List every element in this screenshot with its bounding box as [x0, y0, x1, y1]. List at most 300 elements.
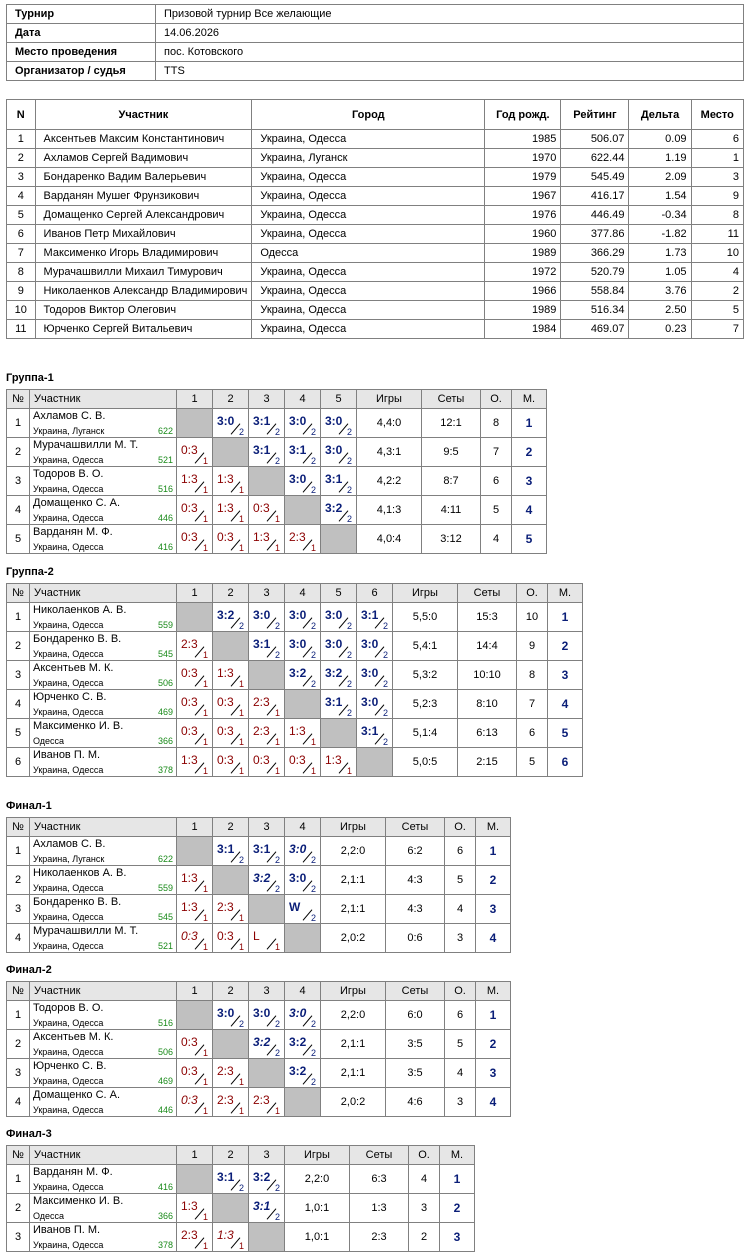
sets-cell: 3:5 [386, 1030, 445, 1059]
player-cell-wrap [30, 409, 176, 437]
col-points: О. [517, 584, 548, 603]
participant-cell: 1960 [485, 225, 561, 244]
place-value: 4 [489, 931, 497, 945]
match-cell [213, 719, 249, 748]
group-title: Финал-3 [6, 1128, 52, 1140]
games-cell: 1,0:1 [285, 1223, 350, 1252]
points-cell: 7 [481, 438, 512, 467]
player-cell-wrap [30, 632, 176, 660]
match-cell [177, 866, 213, 895]
col-points: О. [409, 1146, 440, 1165]
participant-cell: Украина, Одесса [252, 282, 485, 301]
participant-cell: -1.82 [629, 225, 691, 244]
participant-cell: 4 [7, 187, 36, 206]
player-cell [30, 438, 177, 467]
player-city: Украина, Одесса [33, 1047, 104, 1057]
participant-cell: Украина, Одесса [252, 263, 485, 282]
match-cell [213, 1165, 249, 1194]
group-header-row [7, 584, 583, 603]
match-score [285, 661, 319, 689]
player-cell-wrap [30, 1088, 176, 1116]
match-points: 1 [202, 1048, 208, 1058]
match-score [213, 690, 247, 718]
match-result: 0:3 [181, 1035, 198, 1049]
match-points: 1 [310, 543, 316, 553]
participants-col-header: Дельта [629, 100, 691, 130]
match-points: 1 [202, 942, 208, 952]
col-name: Участник [30, 584, 177, 603]
participant-cell: 11 [7, 320, 36, 339]
player-cell-wrap [30, 719, 176, 747]
player-city: Украина, Одесса [33, 455, 104, 465]
self-cell [249, 1223, 285, 1252]
participant-cell: 545.49 [561, 168, 629, 187]
match-points: 2 [346, 679, 352, 689]
participant-cell: 1.05 [629, 263, 691, 282]
match-points: 1 [310, 737, 316, 747]
match-cell [249, 1030, 285, 1059]
match-points: 2 [346, 456, 352, 466]
player-cell-wrap [30, 1030, 176, 1058]
match-points: 2 [382, 679, 388, 689]
match-points: 2 [274, 456, 280, 466]
match-cell [177, 1030, 213, 1059]
place-cell [476, 837, 511, 866]
match-score [285, 632, 319, 660]
match-cell [213, 1088, 249, 1117]
match-points: 1 [202, 679, 208, 689]
col-opponent: 3 [249, 1146, 285, 1165]
match-points: 2 [274, 427, 280, 437]
match-result: 0:3 [217, 753, 234, 767]
match-cell [213, 895, 249, 924]
match-result: 3:1 [217, 1170, 235, 1184]
participant-cell: 9 [691, 187, 743, 206]
group-header-row [7, 818, 511, 837]
match-result: 2:3 [217, 900, 234, 914]
participant-cell: Домащенко Сергей Александрович [35, 206, 252, 225]
match-cell [321, 748, 357, 777]
participant-cell: Мурачашвилли Михаил Тимурович [35, 263, 252, 282]
match-points: 2 [274, 621, 280, 631]
match-points: 1 [202, 650, 208, 660]
match-cell [285, 1059, 321, 1088]
player-rating: 469 [157, 1076, 173, 1086]
match-cell [177, 632, 213, 661]
match-score [285, 467, 319, 495]
match-cell [249, 409, 285, 438]
games-cell: 2,2:0 [321, 837, 386, 866]
match-result: 0:3 [253, 501, 270, 515]
player-cell-wrap [30, 438, 176, 466]
row-num: 5 [7, 719, 30, 748]
participant-cell: 377.86 [561, 225, 629, 244]
points-cell: 5 [445, 1030, 476, 1059]
points-cell: 7 [517, 690, 548, 719]
player-cell [30, 1030, 177, 1059]
match-score [249, 496, 283, 524]
group-row [7, 603, 583, 632]
match-cell [177, 690, 213, 719]
self-cell [213, 866, 249, 895]
group-row [7, 1165, 475, 1194]
player-city: Украина, Одесса [33, 883, 104, 893]
match-cell [213, 409, 249, 438]
group-row [7, 1223, 475, 1252]
player-rating: 446 [157, 1105, 173, 1115]
games-cell: 2,0:2 [321, 1088, 386, 1117]
match-cell [285, 1001, 321, 1030]
player-cell-wrap [30, 1165, 176, 1193]
self-cell [213, 1194, 249, 1223]
self-cell [177, 409, 213, 438]
info-row [7, 24, 744, 43]
match-result: 0:3 [181, 501, 198, 515]
games-cell: 2,1:1 [321, 866, 386, 895]
match-cell [177, 719, 213, 748]
match-result: 2:3 [217, 1064, 234, 1078]
place-value: 1 [561, 610, 569, 624]
col-opponent: 2 [213, 982, 249, 1001]
participants-col-header: Год рожд. [485, 100, 561, 130]
participant-cell: 5 [7, 206, 36, 225]
col-name: Участник [30, 818, 177, 837]
group-row [7, 1088, 511, 1117]
match-result: 0:3 [289, 753, 306, 767]
match-result: 3:0 [325, 443, 343, 457]
match-result: 0:3 [181, 443, 198, 457]
col-opponent: 1 [177, 1146, 213, 1165]
place-cell [476, 1059, 511, 1088]
match-result: 0:3 [217, 724, 234, 738]
match-result: 3:0 [217, 1006, 235, 1020]
participant-row [7, 244, 744, 263]
participant-cell: 1.19 [629, 149, 691, 168]
match-score [177, 690, 211, 718]
participant-cell: 1984 [485, 320, 561, 339]
col-opponent: 2 [213, 818, 249, 837]
self-cell [213, 632, 249, 661]
row-num: 5 [7, 525, 30, 554]
match-points: 2 [346, 485, 352, 495]
match-score [213, 603, 247, 631]
col-opponent: 3 [249, 390, 285, 409]
participant-cell: Украина, Луганск [252, 149, 485, 168]
participant-cell: Ахламов Сергей Вадимович [35, 149, 252, 168]
match-result: 3:1 [253, 443, 271, 457]
player-city: Украина, Одесса [33, 941, 104, 951]
participant-cell: 2 [7, 149, 36, 168]
row-num: 3 [7, 1059, 30, 1088]
place-value: 2 [561, 639, 569, 653]
participant-cell: 6 [7, 225, 36, 244]
match-score [213, 1059, 247, 1087]
col-num: № [7, 584, 30, 603]
place-value: 4 [561, 697, 569, 711]
player-cell [30, 1001, 177, 1030]
player-rating: 545 [157, 912, 173, 922]
match-cell [177, 525, 213, 554]
col-games: Игры [357, 390, 422, 409]
participant-cell: 558.84 [561, 282, 629, 301]
participant-row [7, 282, 744, 301]
participant-row [7, 206, 744, 225]
place-value: 4 [489, 1095, 497, 1109]
place-cell [476, 866, 511, 895]
participant-cell: 416.17 [561, 187, 629, 206]
match-result: 2:3 [253, 724, 270, 738]
participant-cell: 1966 [485, 282, 561, 301]
player-rating: 521 [157, 941, 173, 951]
col-opponent: 3 [249, 982, 285, 1001]
match-score [285, 748, 319, 776]
participant-cell: 1985 [485, 130, 561, 149]
match-score [321, 748, 355, 776]
match-cell [321, 438, 357, 467]
sets-cell: 12:1 [422, 409, 481, 438]
group-row [7, 1030, 511, 1059]
match-cell [321, 690, 357, 719]
match-cell [249, 924, 285, 953]
row-num: 1 [7, 837, 30, 866]
match-cell [213, 748, 249, 777]
participant-cell: 1976 [485, 206, 561, 225]
match-points: 2 [238, 1019, 244, 1029]
match-score [249, 719, 283, 747]
match-points: 2 [382, 737, 388, 747]
player-cell [30, 895, 177, 924]
player-city: Украина, Одесса [33, 513, 104, 523]
player-cell-wrap [30, 467, 176, 495]
points-cell: 6 [445, 1001, 476, 1030]
match-points: 1 [238, 708, 244, 718]
match-points: 1 [202, 456, 208, 466]
match-points: 1 [274, 514, 280, 524]
match-score [177, 924, 211, 952]
col-opponent: 4 [285, 818, 321, 837]
match-points: 1 [238, 514, 244, 524]
place-value: 2 [525, 445, 533, 459]
player-city: Украина, Одесса [33, 1105, 104, 1115]
place-value: 5 [525, 532, 533, 546]
match-points: 1 [310, 766, 316, 776]
player-rating: 366 [157, 736, 173, 746]
match-score [213, 1001, 247, 1029]
player-cell-wrap [30, 603, 176, 631]
sets-cell: 1:3 [350, 1194, 409, 1223]
match-score [321, 467, 355, 495]
match-score [177, 1194, 211, 1222]
match-cell [177, 1223, 213, 1252]
match-result: 3:1 [253, 1199, 271, 1213]
self-cell [285, 1088, 321, 1117]
match-result: 0:3 [181, 666, 198, 680]
match-result: 3:1 [253, 842, 271, 856]
match-cell [357, 661, 393, 690]
row-num: 3 [7, 467, 30, 496]
col-place: М. [476, 982, 511, 1001]
match-score [177, 632, 211, 660]
match-points: 1 [238, 737, 244, 747]
match-cell [213, 603, 249, 632]
col-place: М. [476, 818, 511, 837]
group-title: Финал-1 [6, 800, 52, 812]
col-num: № [7, 982, 30, 1001]
row-num: 2 [7, 1194, 30, 1223]
place-value: 3 [489, 1066, 497, 1080]
games-cell: 2,1:1 [321, 1059, 386, 1088]
player-name: Мурачашвилли М. Т. [33, 925, 139, 937]
player-rating: 416 [157, 1182, 173, 1192]
place-value: 5 [561, 726, 569, 740]
match-points: 2 [310, 1077, 316, 1087]
player-name: Юрченко С. В. [33, 691, 107, 703]
match-points: 1 [238, 679, 244, 689]
games-cell: 5,1:4 [393, 719, 458, 748]
player-cell-wrap [30, 690, 176, 718]
player-rating: 622 [157, 426, 173, 436]
match-points: 1 [202, 884, 208, 894]
match-score [213, 837, 247, 865]
match-score [249, 837, 283, 865]
group-row [7, 719, 583, 748]
points-cell: 6 [481, 467, 512, 496]
place-cell [440, 1194, 475, 1223]
group-row [7, 438, 547, 467]
points-cell: 4 [409, 1165, 440, 1194]
match-score [177, 895, 211, 923]
participant-cell: Варданян Мушег Фрунзикович [35, 187, 252, 206]
group-table [6, 583, 583, 777]
match-cell [285, 866, 321, 895]
match-points: 1 [202, 485, 208, 495]
place-cell [476, 1001, 511, 1030]
points-cell: 6 [517, 719, 548, 748]
col-opponent: 1 [177, 390, 213, 409]
player-rating: 506 [157, 1047, 173, 1057]
match-score [321, 661, 355, 689]
player-rating: 416 [157, 542, 173, 552]
place-value: 1 [489, 1008, 497, 1022]
player-name: Максименко И. В. [33, 720, 124, 732]
games-cell: 2,2:0 [321, 1001, 386, 1030]
player-cell-wrap [30, 924, 176, 952]
match-points: 2 [310, 621, 316, 631]
player-cell [30, 719, 177, 748]
match-score [249, 1001, 283, 1029]
group-row [7, 837, 511, 866]
match-score [177, 496, 211, 524]
info-key: Дата [7, 24, 156, 43]
participant-cell: Тодоров Виктор Олегович [35, 301, 252, 320]
match-score [285, 1030, 319, 1058]
sets-cell: 0:6 [386, 924, 445, 953]
col-points: О. [481, 390, 512, 409]
match-result: 0:3 [217, 929, 234, 943]
place-value: 2 [453, 1201, 461, 1215]
match-result: 0:3 [181, 1093, 198, 1107]
match-points: 2 [382, 708, 388, 718]
player-cell-wrap [30, 837, 176, 865]
place-value: 3 [525, 474, 533, 488]
group-title: Группа-1 [6, 372, 54, 384]
row-num: 2 [7, 632, 30, 661]
participant-cell: Украина, Одесса [252, 320, 485, 339]
group-row [7, 632, 583, 661]
games-cell: 1,0:1 [285, 1194, 350, 1223]
group-row [7, 866, 511, 895]
row-num: 4 [7, 690, 30, 719]
match-score [285, 1001, 319, 1029]
participant-cell: Украина, Одесса [252, 225, 485, 244]
match-score [285, 525, 319, 553]
participant-cell: 8 [7, 263, 36, 282]
participant-cell: Украина, Одесса [252, 206, 485, 225]
match-score [321, 690, 355, 718]
match-result: 3:1 [325, 695, 343, 709]
match-result: 3:0 [325, 414, 343, 428]
info-row [7, 43, 744, 62]
group-row [7, 924, 511, 953]
player-city: Украина, Одесса [33, 649, 104, 659]
player-cell [30, 1194, 177, 1223]
match-cell [177, 1059, 213, 1088]
match-score [285, 603, 319, 631]
info-key: Организатор / судья [7, 62, 156, 81]
match-cell [249, 1088, 285, 1117]
match-points: 2 [310, 485, 316, 495]
self-cell [177, 837, 213, 866]
col-opponent: 2 [213, 390, 249, 409]
place-value: 1 [453, 1172, 461, 1186]
self-cell [213, 1030, 249, 1059]
match-score [249, 748, 283, 776]
participant-cell: 446.49 [561, 206, 629, 225]
info-row [7, 62, 744, 81]
place-cell [548, 603, 583, 632]
player-cell [30, 467, 177, 496]
participant-cell: 1.54 [629, 187, 691, 206]
col-sets: Сеты [350, 1146, 409, 1165]
player-city: Украина, Одесса [33, 912, 104, 922]
match-result: 3:2 [253, 871, 271, 885]
col-opponent: 1 [177, 818, 213, 837]
place-cell [440, 1165, 475, 1194]
match-result: 3:0 [361, 695, 379, 709]
place-cell [476, 924, 511, 953]
place-value: 3 [489, 902, 497, 916]
group-row [7, 409, 547, 438]
match-result: 3:0 [289, 1006, 307, 1020]
match-score [177, 1223, 211, 1251]
place-cell [440, 1223, 475, 1252]
group-row [7, 1001, 511, 1030]
sets-cell: 3:12 [422, 525, 481, 554]
place-cell [476, 895, 511, 924]
match-result: 3:1 [217, 842, 235, 856]
match-score [213, 661, 247, 689]
match-result: 3:0 [289, 871, 307, 885]
participant-cell: 10 [691, 244, 743, 263]
match-points: 1 [274, 942, 280, 952]
participant-cell: 6 [691, 130, 743, 149]
group-row [7, 690, 583, 719]
match-points: 1 [238, 1106, 244, 1116]
player-name: Аксентьев М. К. [33, 1031, 114, 1043]
participant-cell: Максименко Игорь Владимирович [35, 244, 252, 263]
participant-cell: 1 [691, 149, 743, 168]
sets-cell: 10:10 [458, 661, 517, 690]
